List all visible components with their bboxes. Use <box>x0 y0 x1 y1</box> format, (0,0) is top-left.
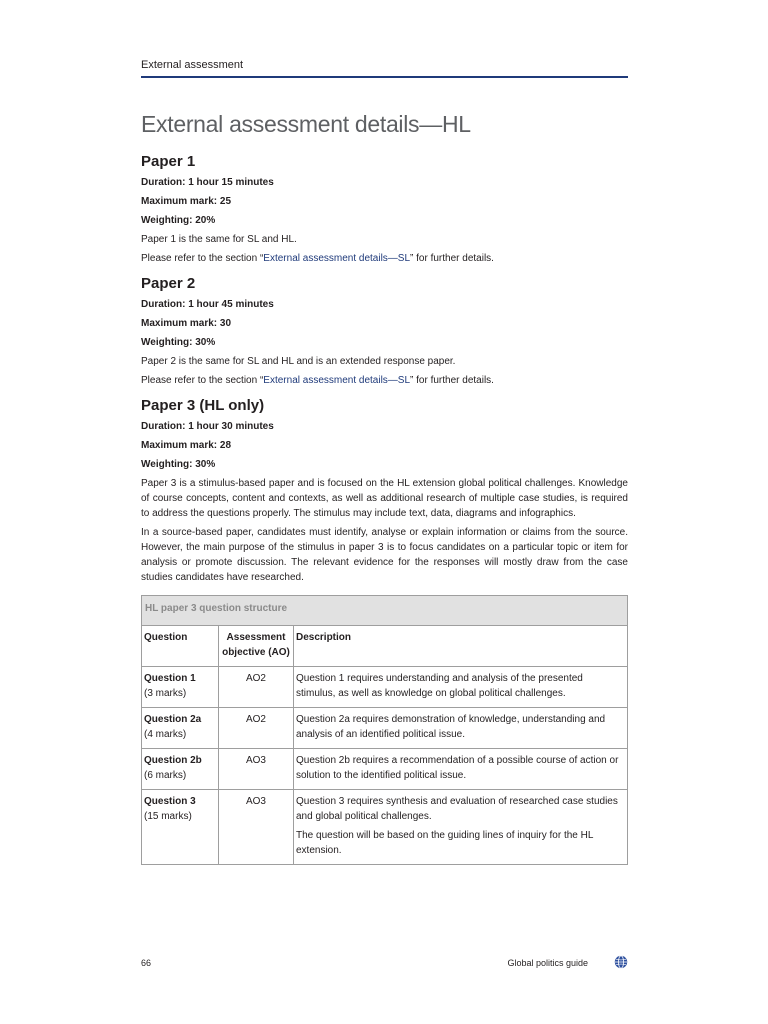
question-name: Question 1 <box>144 673 196 684</box>
table-row <box>142 790 628 865</box>
paper-2-max-mark: Maximum mark: 30 <box>141 318 232 329</box>
paper-1-section <box>141 152 628 266</box>
column-header-description: Description <box>294 626 628 667</box>
paper-3-weighting: Weighting: 30% <box>141 459 216 470</box>
reference-suffix: ” for further details. <box>410 253 494 264</box>
table-caption-row <box>142 596 628 626</box>
description-cell <box>294 790 628 865</box>
question-name: Question 2b <box>144 755 202 766</box>
page-footer <box>141 957 628 973</box>
table-header-row <box>142 626 628 667</box>
reference-suffix: ” for further details. <box>410 375 494 386</box>
main-content <box>141 108 628 865</box>
paper-2-heading: Paper 2 <box>141 275 196 292</box>
description-cell <box>294 708 628 749</box>
table-row <box>142 749 628 790</box>
question-structure-table <box>141 595 628 865</box>
question-marks: (6 marks) <box>144 770 187 781</box>
paper-2-text: Paper 2 is the same for SL and HL and is an extended response paper. <box>141 356 456 367</box>
paper-1-duration: Duration: 1 hour 15 minutes <box>141 177 274 188</box>
ao-cell: AO3 <box>219 749 294 790</box>
sl-details-link[interactable]: External assessment details—SL <box>263 253 411 264</box>
question-name: Question 2a <box>144 714 202 725</box>
paper-2-weighting: Weighting: 30% <box>141 337 216 348</box>
column-header-question: Question <box>142 626 219 667</box>
ib-globe-logo-icon <box>614 955 628 969</box>
paper-1-text: Paper 1 is the same for SL and HL. <box>141 234 297 245</box>
table-caption: HL paper 3 question structure <box>142 596 628 626</box>
paper-1-weighting: Weighting: 20% <box>141 215 216 226</box>
question-cell <box>142 749 219 790</box>
question-cell <box>142 708 219 749</box>
question-name: Question 3 <box>144 796 196 807</box>
paper-1-max-mark: Maximum mark: 25 <box>141 196 232 207</box>
guide-title: Global politics guide <box>507 958 588 968</box>
paper-2-duration: Duration: 1 hour 45 minutes <box>141 299 274 310</box>
reference-prefix: Please refer to the section “ <box>141 375 264 386</box>
paper-3-max-mark: Maximum mark: 28 <box>141 440 232 451</box>
column-header-ao: Assessment objective (AO) <box>219 626 294 667</box>
description-cell <box>294 667 628 708</box>
ao-cell: AO3 <box>219 790 294 865</box>
description-text: Question 1 requires understanding and analysis of the presented stimulus, as well as knowledge on global political challenges. <box>296 673 583 699</box>
description-cell <box>294 749 628 790</box>
paper-2-reference <box>141 373 628 388</box>
reference-prefix: Please refer to the section “ <box>141 253 264 264</box>
question-marks: (4 marks) <box>144 729 187 740</box>
description-text: Question 3 requires synthesis and evaluation of researched case studies and global political challenges. <box>296 796 618 822</box>
running-header <box>141 55 628 78</box>
ao-cell: AO2 <box>219 667 294 708</box>
paper-3-duration: Duration: 1 hour 30 minutes <box>141 421 274 432</box>
question-marks: (15 marks) <box>144 811 192 822</box>
paper-1-heading: Paper 1 <box>141 153 196 170</box>
description-text: Question 2a requires demonstration of knowledge, understanding and analysis of an identified political issue. <box>296 714 606 740</box>
paper-3-paragraph-1: Paper 3 is a stimulus-based paper and is focused on the HL extension global political challenges. Knowledge of course concepts, content and contexts, as well as additional research of multiple case studies, is required to address the questions properly. The stimulus may include text, data, diagrams and infographics. <box>141 478 628 519</box>
question-cell <box>142 790 219 865</box>
ao-cell: AO2 <box>219 708 294 749</box>
page-number: 66 <box>141 958 152 968</box>
paper-3-heading: Paper 3 (HL only) <box>141 397 265 414</box>
table-row <box>142 667 628 708</box>
header-title: External assessment <box>141 59 244 71</box>
description-text-note: The question will be based on the guiding lines of inquiry for the HL extension. <box>296 830 594 856</box>
question-cell <box>142 667 219 708</box>
paper-2-section <box>141 274 628 388</box>
question-marks: (3 marks) <box>144 688 187 699</box>
paper-1-reference <box>141 251 628 266</box>
paper-3-section <box>141 396 628 585</box>
page-title: External assessment details—HL <box>141 111 471 137</box>
paper-3-paragraph-2: In a source-based paper, candidates must identify, analyse or explain information or claims from the source. However, the main purpose of the stimulus in paper 3 is to focus candidates on a particular topic or item for analysis or promote discussion. The relevant evidence for the responses will mostly draw from the case studies candidates have researched. <box>141 527 628 583</box>
sl-details-link[interactable]: External assessment details—SL <box>263 375 411 386</box>
table-row <box>142 708 628 749</box>
description-text: Question 2b requires a recommendation of a possible course of action or solution to the identified political issue. <box>296 755 619 781</box>
